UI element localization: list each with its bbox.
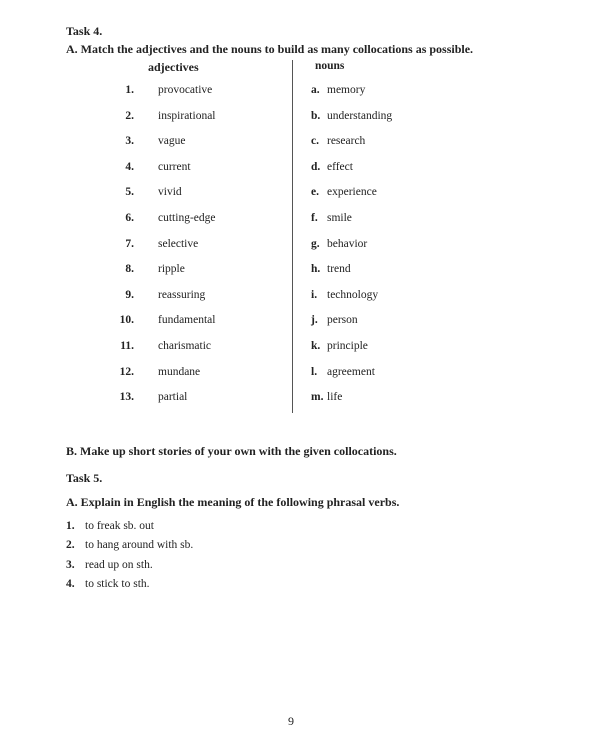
noun-letter: k. <box>311 340 321 352</box>
adjective-number: 8. <box>125 263 134 276</box>
adjective-word: inspirational <box>158 109 216 122</box>
phrasal-verb-number: 3. <box>66 558 75 571</box>
adjective-number: 5. <box>125 186 134 199</box>
adjective-word: current <box>158 160 191 173</box>
table-row <box>0 238 600 254</box>
noun-word: trend <box>327 263 351 276</box>
adjective-number: 7. <box>125 237 134 250</box>
adjective-number: 2. <box>125 109 134 122</box>
noun-word: understanding <box>327 109 393 122</box>
noun-letter: h. <box>311 263 321 276</box>
noun-letter: g. <box>311 237 320 250</box>
noun-letter: a. <box>311 84 320 96</box>
noun-letter: i. <box>311 288 318 301</box>
adjective-word: provocative <box>158 84 213 96</box>
task5-title: Task 5. <box>66 471 103 485</box>
list-item <box>66 520 154 532</box>
table-row <box>0 391 600 407</box>
page-number: 9 <box>288 714 294 728</box>
phrasal-verb-text: to stick to sth. <box>85 577 150 590</box>
adjective-word: vivid <box>158 186 182 199</box>
adjective-number: 6. <box>125 212 134 224</box>
adjective-number: 13. <box>119 391 134 404</box>
noun-letter: c. <box>311 135 319 148</box>
table-row <box>0 212 600 228</box>
adjective-word: reassuring <box>158 288 206 301</box>
table-row <box>0 186 600 202</box>
noun-letter: b. <box>311 109 321 122</box>
table-row <box>0 289 600 305</box>
phrasal-verb-number: 4. <box>66 577 75 590</box>
adjective-word: charismatic <box>158 340 212 352</box>
adjective-number: 9. <box>125 288 134 301</box>
list-item <box>66 539 193 551</box>
phrasal-verb-text: to hang around with sb. <box>85 539 194 552</box>
noun-word: memory <box>327 84 366 96</box>
table-row <box>0 366 600 382</box>
table-row <box>0 340 600 356</box>
noun-word: life <box>327 391 343 404</box>
noun-letter: j. <box>311 314 318 327</box>
adjectives-header: adjectives <box>148 60 199 74</box>
noun-word: research <box>327 135 366 148</box>
task5-part-a-instruction: A. Explain in English the meaning of the following phrasal verbs. <box>66 495 400 509</box>
adjective-word: mundane <box>158 365 201 378</box>
task4-title: Task 4. <box>66 24 103 38</box>
list-item <box>66 578 150 590</box>
noun-word: principle <box>327 340 368 352</box>
noun-word: technology <box>327 288 379 301</box>
phrasal-verb-text: read up on sth. <box>85 558 153 571</box>
noun-word: person <box>327 314 358 327</box>
adjective-number: 10. <box>119 314 134 327</box>
list-item <box>66 559 153 571</box>
adjective-word: fundamental <box>158 314 216 327</box>
task4-part-b-instruction: B. Make up short stories of your own with the given collocations. <box>66 444 397 458</box>
adjective-number: 4. <box>125 160 134 173</box>
noun-letter: f. <box>311 212 318 224</box>
table-row <box>0 314 600 330</box>
adjective-word: partial <box>158 391 188 404</box>
adjective-word: selective <box>158 237 199 250</box>
adjective-word: ripple <box>158 263 185 276</box>
adjective-word: cutting-edge <box>158 212 216 224</box>
noun-letter: m. <box>311 391 324 404</box>
adjective-number: 12. <box>119 365 134 378</box>
table-row <box>0 135 600 151</box>
phrasal-verb-text: to freak sb. out <box>85 520 154 532</box>
phrasal-verb-number: 2. <box>66 539 75 552</box>
noun-letter: l. <box>311 365 318 378</box>
noun-word: experience <box>327 186 377 199</box>
noun-word: smile <box>327 212 352 224</box>
adjective-number: 1. <box>125 84 134 96</box>
noun-letter: d. <box>311 160 321 173</box>
nouns-header: nouns <box>315 60 345 72</box>
table-row <box>0 84 600 100</box>
phrasal-verb-number: 1. <box>66 520 75 532</box>
noun-word: effect <box>327 160 353 173</box>
noun-letter: e. <box>311 186 319 199</box>
table-row <box>0 263 600 279</box>
noun-word: agreement <box>327 365 375 378</box>
table-row <box>0 161 600 177</box>
noun-word: behavior <box>327 237 368 250</box>
adjective-word: vague <box>158 135 186 148</box>
table-row <box>0 110 600 126</box>
adjective-number: 3. <box>125 135 134 148</box>
task4-part-a-instruction: A. Match the adjectives and the nouns to build as many collocations as possible. <box>66 42 474 56</box>
adjective-number: 11. <box>120 340 134 352</box>
